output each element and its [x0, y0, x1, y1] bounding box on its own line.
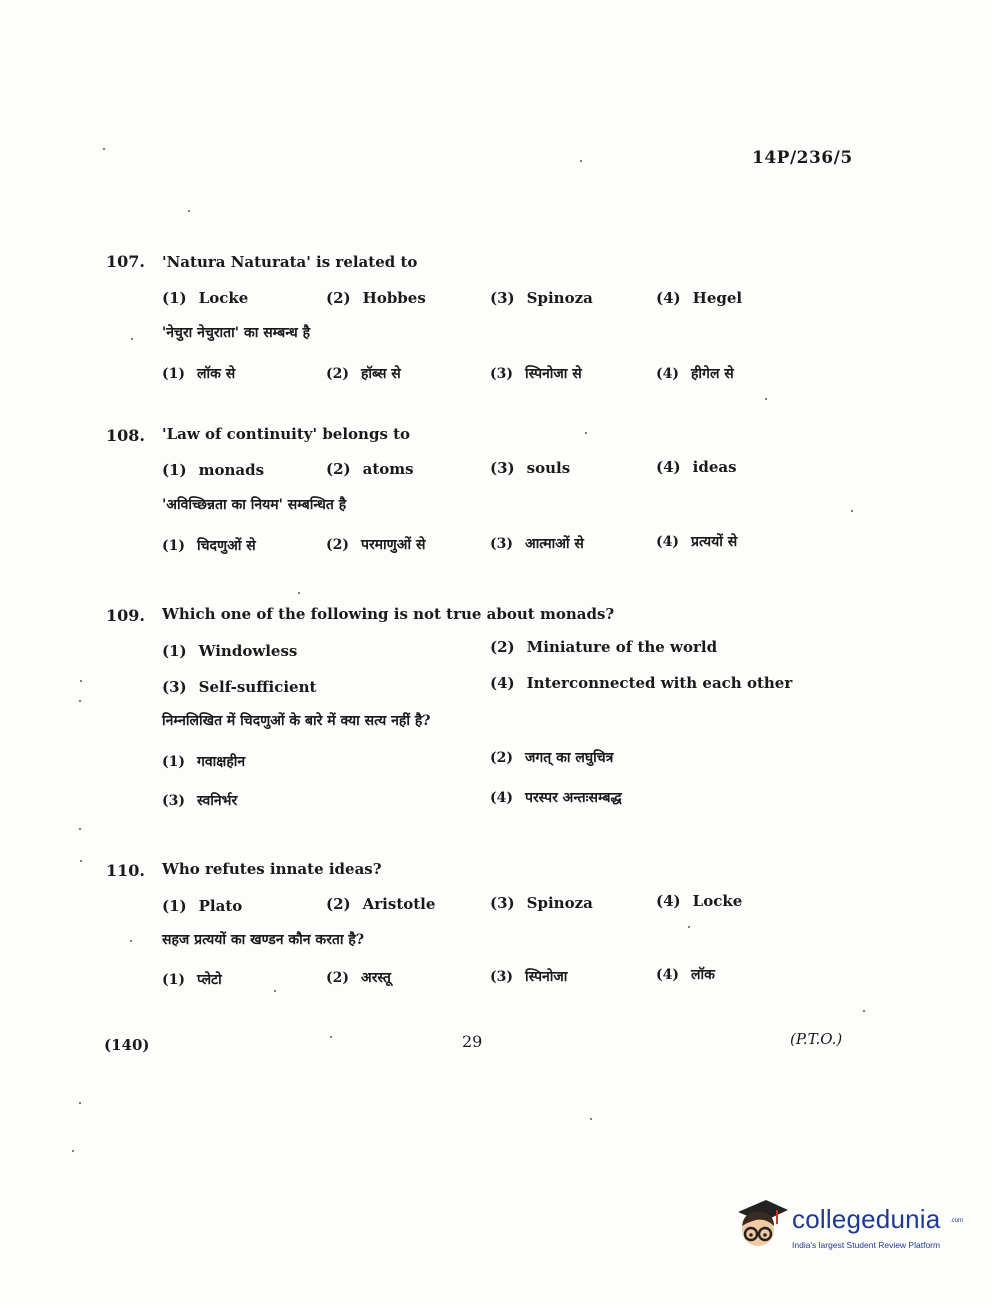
option-2-hi: (2) हॉब्स से [326, 366, 401, 382]
option-2-hi: (2) परमाणुओं से [326, 537, 426, 553]
question-text-hi: सहज प्रत्ययों का खण्डन कौन करता है? [162, 932, 365, 948]
option-1-hi: (1) चिदणुओं से [162, 538, 256, 554]
scan-speck [863, 1010, 865, 1012]
collegedunia-logo [732, 1196, 962, 1266]
question-text-hi: 'अविच्छिन्नता का नियम' सम्बन्धित है [162, 497, 347, 513]
scan-speck [765, 398, 767, 400]
option-4-hi: (4) परस्पर अन्तःसम्बद्ध [490, 790, 622, 806]
option-1-hi: (1) प्लेटो [162, 972, 222, 988]
scan-speck [103, 148, 105, 150]
question-text-en: Which one of the following is not true about monads? [162, 605, 615, 623]
option-1: (1) Plato [162, 897, 243, 915]
question-text-en: 'Natura Naturata' is related to [162, 253, 418, 271]
scan-speck [79, 1102, 81, 1104]
option-4-hi: (4) प्रत्ययों से [656, 534, 738, 550]
scan-speck [688, 926, 690, 928]
scan-speck [851, 510, 853, 512]
scan-speck [72, 1150, 74, 1152]
scan-speck [585, 432, 587, 434]
option-1-hi: (1) गवाक्षहीन [162, 754, 246, 770]
student-mascot-icon [732, 1196, 790, 1260]
option-4: (4) ideas [656, 458, 737, 476]
option-4: (4) Locke [656, 892, 743, 910]
scan-speck [580, 160, 582, 162]
scan-speck [188, 210, 190, 212]
option-3-hi: (3) स्वनिर्भर [162, 793, 238, 809]
option-3-hi: (3) आत्माओं से [490, 536, 584, 552]
logo-name: collegedunia [792, 1204, 941, 1234]
option-4-hi: (4) हीगेल से [656, 366, 734, 382]
question-number: 107. [106, 252, 145, 271]
option-2-hi: (2) जगत् का लघुचित्र [490, 750, 614, 766]
option-3-hi: (3) स्पिनोजा [490, 969, 568, 985]
scan-speck [298, 592, 300, 594]
question-number: 108. [106, 426, 145, 445]
option-2: (2) Hobbes [326, 289, 426, 307]
option-2: (2) atoms [326, 460, 414, 478]
option-3: (3) Spinoza [490, 894, 593, 912]
question-number: 110. [106, 861, 145, 880]
option-1-hi: (1) लॉक से [162, 366, 236, 382]
scan-speck [80, 680, 82, 682]
pto-label: (P.T.O.) [790, 1030, 843, 1048]
option-1: (1) Windowless [162, 642, 298, 660]
option-3-hi: (3) स्पिनोजा से [490, 366, 582, 382]
scan-speck [330, 1036, 332, 1038]
question-text-en: Who refutes innate ideas? [162, 860, 382, 878]
question-text-hi: निम्नलिखित में चिदणुओं के बारे में क्या सत्य नहीं है? [162, 713, 431, 729]
page-number: 29 [462, 1032, 483, 1051]
option-1: (1) Locke [162, 289, 249, 307]
scan-speck [130, 940, 132, 942]
paper-code: 14P/236/5 [752, 148, 853, 168]
question-number: 109. [106, 606, 145, 625]
option-4: (4) Hegel [656, 289, 743, 307]
option-4-hi: (4) लॉक [656, 967, 715, 983]
option-2: (2) Miniature of the world [490, 638, 718, 656]
scan-speck [274, 990, 276, 992]
option-2-hi: (2) अरस्तू [326, 970, 391, 986]
scan-speck [80, 860, 82, 862]
option-3: (3) souls [490, 459, 571, 477]
option-4: (4) Interconnected with each other [490, 674, 793, 692]
scan-speck [131, 338, 133, 340]
logo-tagline: India's largest Student Review Platform [792, 1240, 941, 1250]
question-text-en: 'Law of continuity' belongs to [162, 425, 411, 443]
scan-speck [79, 700, 81, 702]
scan-speck [79, 828, 81, 830]
option-3: (3) Self-sufficient [162, 678, 317, 696]
option-3: (3) Spinoza [490, 289, 593, 307]
option-2: (2) Aristotle [326, 895, 436, 913]
footer-code: (140) [104, 1036, 150, 1054]
option-1: (1) monads [162, 461, 265, 479]
logo-suffix: .com [950, 1218, 964, 1224]
question-text-hi: 'नेचुरा नेचुराता' का सम्बन्ध है [162, 325, 311, 341]
scan-speck [590, 1118, 592, 1120]
